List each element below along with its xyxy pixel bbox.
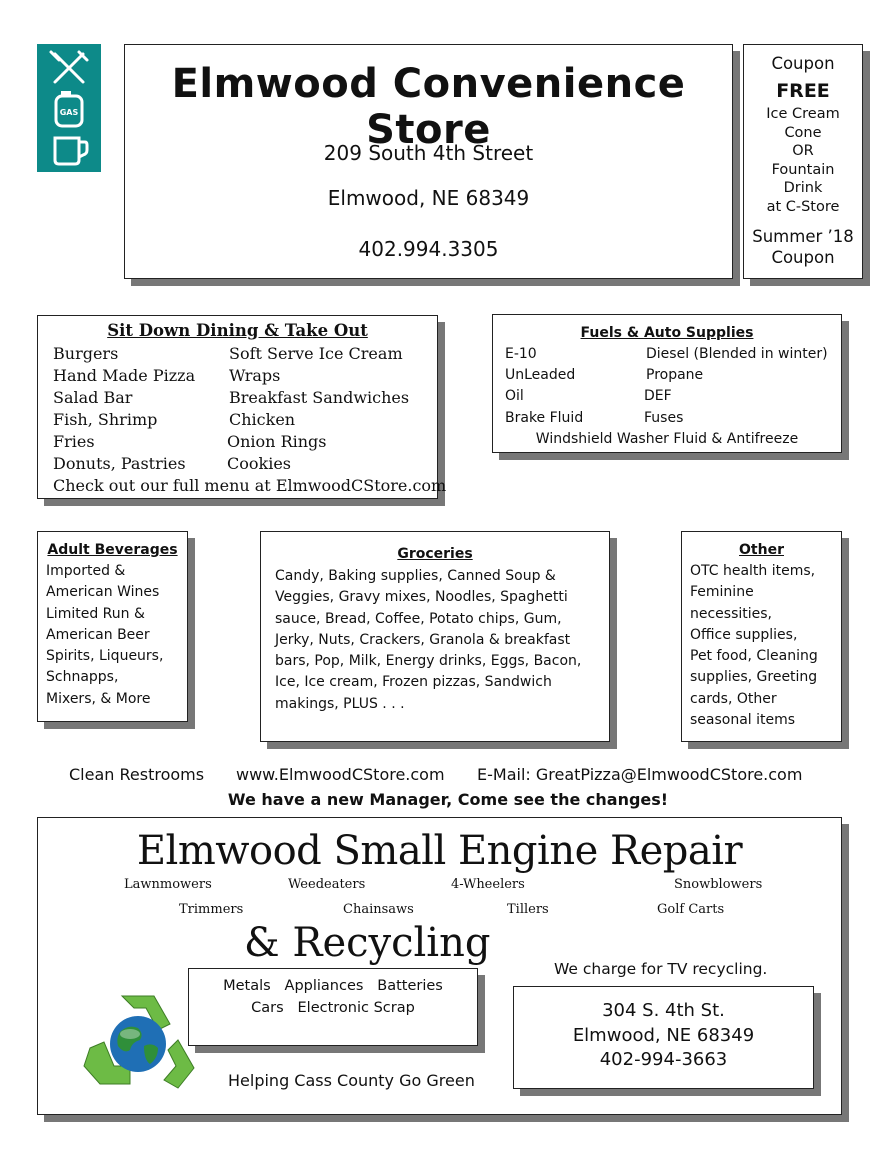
other-list	[690, 561, 818, 731]
other-line: seasonal items	[690, 712, 796, 729]
coupon-line: OR	[792, 143, 814, 159]
repair-street: 304 S. 4th St.	[602, 1000, 725, 1021]
coupon-free: FREE	[776, 80, 830, 102]
manager-announcement: We have a new Manager, Come see the changes!	[227, 790, 669, 809]
materials-box	[188, 968, 478, 1046]
dining-item: Hand Made Pizza	[53, 366, 196, 385]
fuel-item: Diesel (Blended in winter)	[646, 346, 828, 362]
coupon-box	[743, 44, 863, 279]
adult-beverages-box	[37, 531, 188, 722]
adult-line: Schnapps,	[46, 669, 119, 686]
service-item: Golf Carts	[657, 902, 725, 917]
groceries-line: Candy, Baking supplies, Canned Soup &	[275, 568, 556, 584]
adult-line: American Wines	[46, 584, 160, 601]
other-line: OTC health items,	[690, 563, 816, 579]
other-box	[681, 531, 842, 742]
store-name: Elmwood Convenience Store	[171, 61, 686, 153]
svg-text:GAS: GAS	[59, 108, 79, 117]
coupon-season: Summer ’18	[752, 227, 854, 246]
coffee-cup-icon	[55, 138, 87, 164]
dining-item: Wraps	[229, 366, 281, 385]
service-item: Tillers	[507, 902, 549, 917]
adult-line: American Beer	[46, 626, 150, 643]
service-item: 4-Wheelers	[451, 877, 525, 892]
repair-address-box	[513, 986, 814, 1089]
repair-city: Elmwood, NE 68349	[572, 1025, 755, 1046]
service-item: Snowblowers	[674, 877, 763, 892]
service-icon-strip	[37, 44, 101, 172]
groceries-line: sauce, Bread, Coffee, Potato chips, Gum,	[275, 610, 562, 627]
materials-line: Metals Appliances Batteries	[223, 978, 443, 994]
store-city: Elmwood, NE 68349	[327, 186, 530, 210]
other-line: Office supplies,	[690, 626, 798, 643]
restrooms-note: Clean Restrooms	[69, 765, 205, 784]
fuel-item: DEF	[644, 388, 672, 404]
groceries-title: Groceries	[397, 546, 473, 562]
dining-footer: Check out our full menu at ElmwoodCStore.com	[53, 476, 447, 495]
repair-title: Elmwood Small Engine Repair	[136, 828, 743, 874]
service-item: Lawnmowers	[124, 877, 212, 892]
fuels-box	[492, 314, 842, 453]
groceries-line: makings, PLUS . . .	[275, 695, 405, 712]
coupon-line: at C-Store	[766, 198, 840, 215]
dining-item: Fries	[53, 432, 95, 451]
service-item: Weedeaters	[288, 877, 366, 892]
dining-item: Salad Bar	[53, 388, 133, 407]
materials-line: Cars Electronic Scrap	[251, 1000, 415, 1016]
other-line: supplies, Greeting	[690, 669, 818, 686]
service-item: Trimmers	[179, 902, 244, 917]
dining-box	[37, 315, 447, 499]
coupon-label: Coupon	[771, 54, 835, 73]
adult-title: Adult Beverages	[47, 542, 178, 558]
dining-item: Fish, Shrimp	[53, 410, 158, 429]
go-green-slogan: Helping Cass County Go Green	[228, 1071, 475, 1090]
tv-recycling-note: We charge for TV recycling.	[554, 960, 768, 978]
service-item: Chainsaws	[343, 902, 414, 917]
dining-item: Soft Serve Ice Cream	[229, 344, 403, 363]
dining-item: Chicken	[229, 410, 296, 429]
coupon-line: Cone	[784, 124, 822, 141]
coupon-line: Drink	[783, 180, 823, 196]
fuel-item: Propane	[646, 367, 704, 383]
fuels-title: Fuels & Auto Supplies	[580, 325, 754, 341]
dining-item: Burgers	[53, 344, 119, 363]
coupon-line: Ice Cream	[766, 106, 840, 122]
dining-item: Breakfast Sandwiches	[229, 388, 410, 407]
adult-line: Mixers, & More	[46, 690, 151, 707]
service-icons	[37, 44, 101, 172]
fuel-item: E-10	[505, 346, 537, 362]
groceries-line: bars, Pop, Milk, Energy drinks, Eggs, Bacon,	[275, 653, 582, 670]
groceries-line: Ice, Ice cream, Frozen pizzas, Sandwich	[275, 674, 552, 691]
store-street: 209 South 4th Street	[323, 141, 534, 165]
coupon-line: Fountain	[771, 161, 835, 178]
adult-line: Limited Run &	[46, 605, 145, 622]
fuel-item: UnLeaded	[505, 367, 576, 383]
gas-can-icon	[56, 91, 82, 126]
dining-item: Cookies	[227, 454, 291, 473]
other-title: Other	[739, 542, 784, 558]
fuel-item: Fuses	[644, 410, 684, 426]
fuel-item: Oil	[505, 388, 524, 404]
other-line: Pet food, Cleaning	[690, 648, 818, 665]
adult-line: Spirits, Liqueurs,	[46, 648, 164, 665]
groceries-list	[275, 566, 581, 715]
fuel-item: Brake Fluid	[505, 410, 584, 426]
repair-phone: 402-994-3663	[599, 1049, 728, 1070]
store-phone: 402.994.3305	[358, 237, 499, 261]
email-link[interactable]: E-Mail: GreatPizza@ElmwoodCStore.com	[477, 765, 803, 784]
groceries-line: Veggies, Gravy mixes, Noodles, Spaghetti	[275, 589, 568, 606]
fuels-footer: Windshield Washer Fluid & Antifreeze	[535, 431, 799, 447]
dining-title: Sit Down Dining & Take Out	[107, 321, 368, 340]
other-line: necessities,	[690, 605, 773, 622]
groceries-line: Jerky, Nuts, Crackers, Granola & breakfast	[275, 631, 571, 648]
recycle-globe-icon	[78, 988, 198, 1094]
other-line: Feminine	[690, 584, 754, 601]
other-line: cards, Other	[690, 690, 777, 707]
adult-line: Imported &	[46, 563, 126, 579]
website-link[interactable]: www.ElmwoodCStore.com	[236, 765, 445, 784]
dining-item: Donuts, Pastries	[53, 454, 186, 473]
dining-item: Onion Rings	[227, 432, 327, 451]
recycling-title: & Recycling	[244, 920, 491, 966]
store-info-box	[124, 44, 733, 279]
groceries-box	[260, 531, 610, 742]
adult-list	[46, 561, 163, 710]
coupon-footer: Coupon	[771, 248, 835, 267]
fork-knife-icon	[51, 52, 87, 82]
